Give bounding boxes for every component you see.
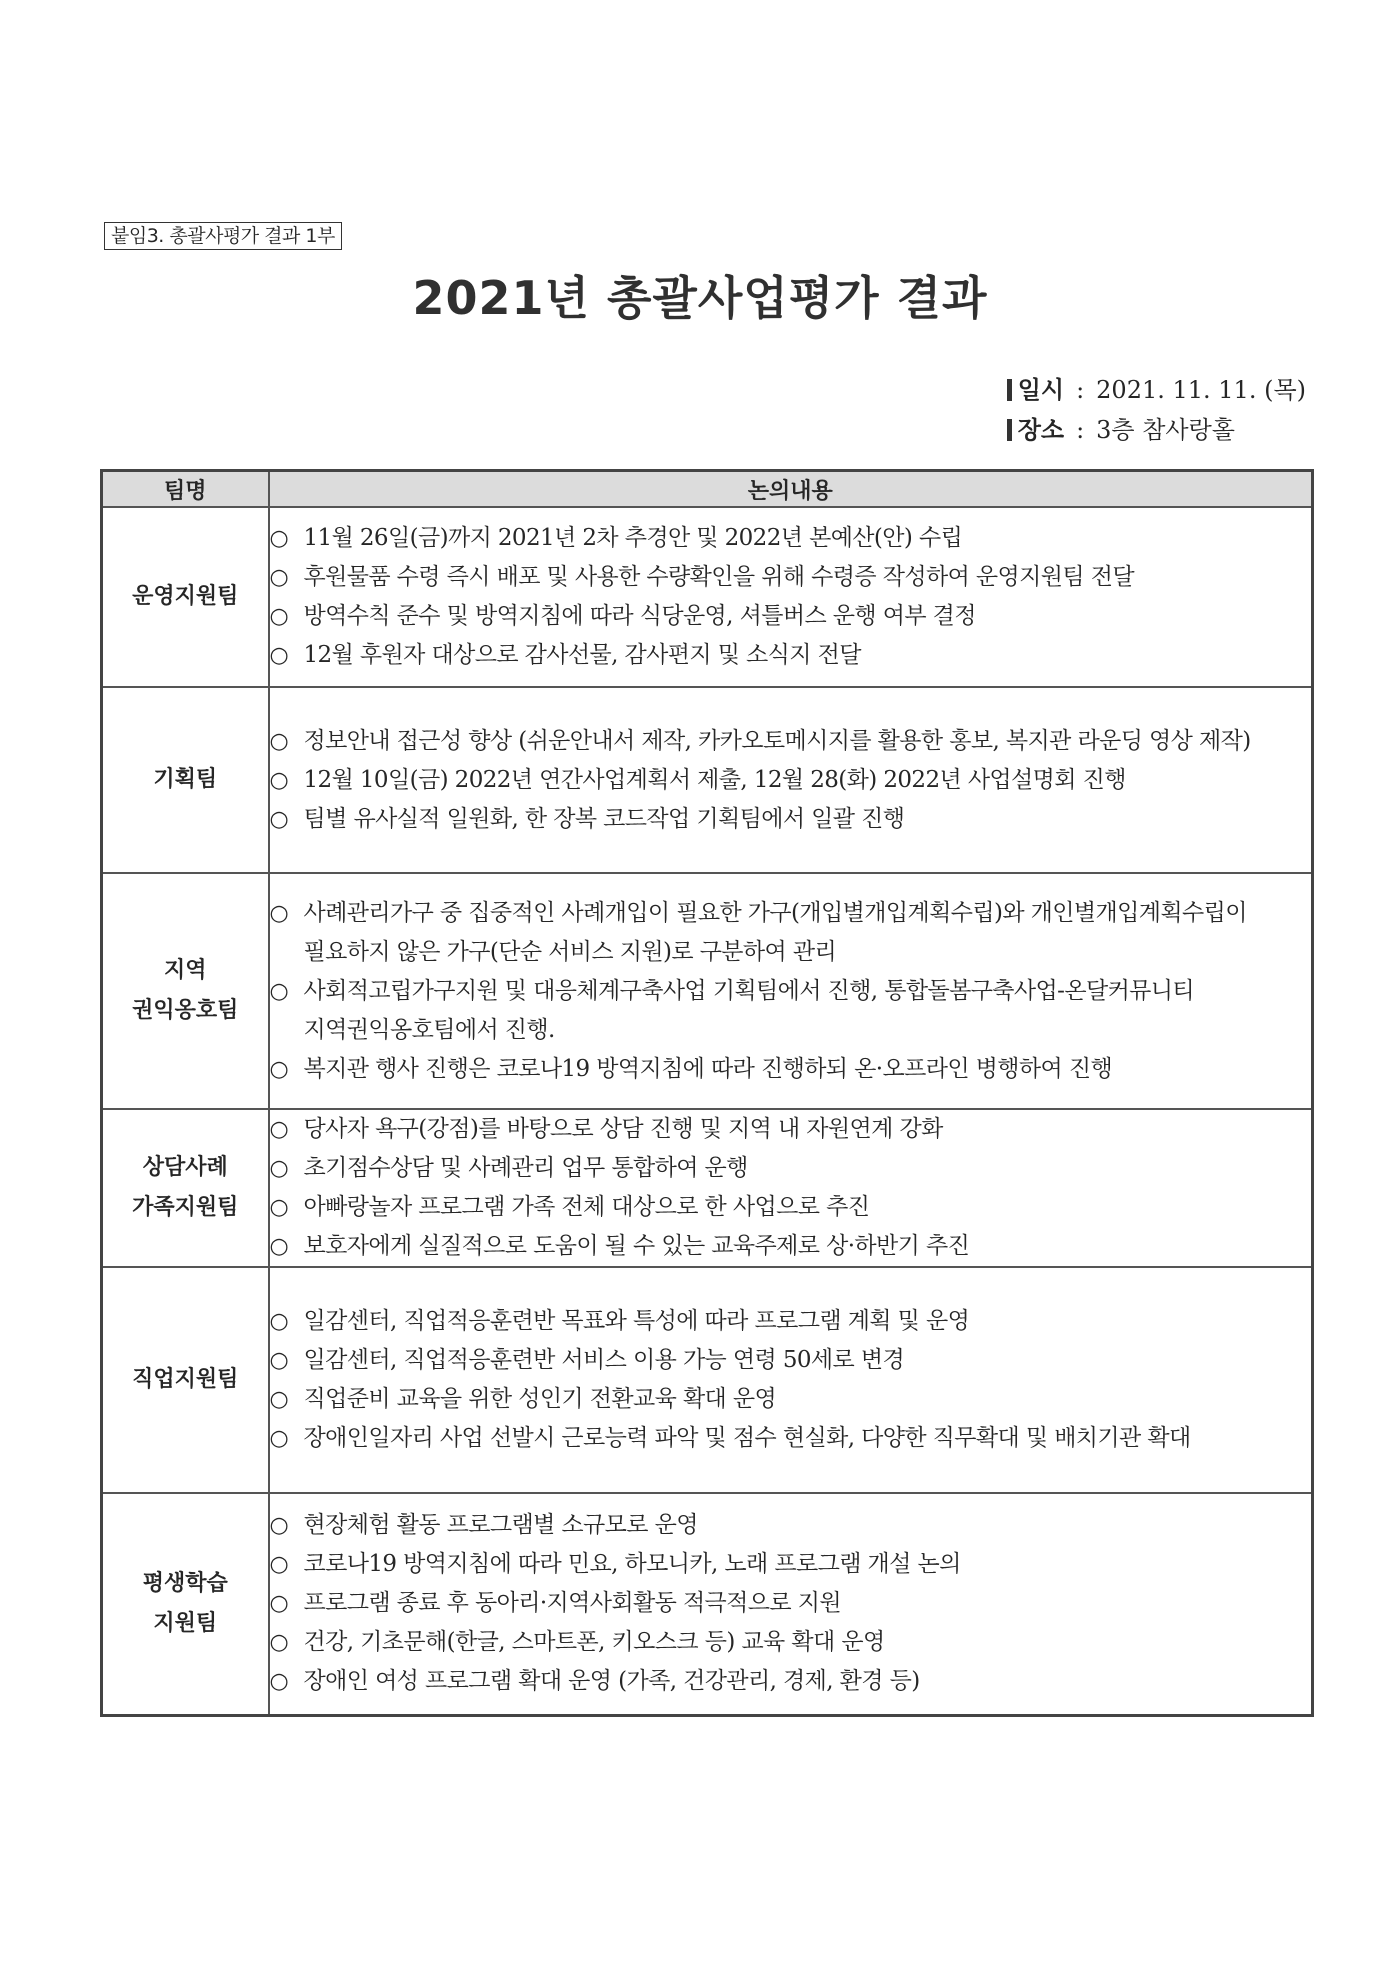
table-row [102, 1267, 1313, 1493]
meeting-place [1007, 410, 1306, 450]
circle-bullet-icon: ○ [269, 1056, 289, 1082]
discussion-item [270, 1662, 1312, 1701]
discussion-item [270, 1341, 1312, 1380]
discussion-item [270, 761, 1312, 800]
place-value: 3층 참사랑홀 [1096, 416, 1235, 444]
meta-marker-icon [1007, 379, 1012, 401]
discussion-item-text: 장애인 여성 프로그램 확대 운영 (가족, 건강관리, 경제, 환경 등) [303, 1668, 920, 1695]
discussion-item-text: 현장체험 활동 프로그램별 소규모로 운영 [303, 1512, 698, 1539]
circle-bullet-icon: ○ [269, 1387, 289, 1412]
circle-bullet-icon: ○ [269, 604, 289, 629]
discussion-item-text: 사례관리가구 중 집중적인 사례개입이 필요한 가구(개입별개입계획수립)와 개인별개입계획수립이 필요하지 않은 가구(단순 서비스 지원)로 구분하여 관리 [303, 899, 1247, 965]
discussion-item-text: 보호자에게 실질적으로 도움이 될 수 있는 교육주제로 상·하반기 추진 [303, 1233, 970, 1259]
discussion-item-text: 11월 26일(금)까지 2021년 2차 추경안 및 2022년 본예산(안) 수립 [303, 525, 963, 551]
table-row [102, 687, 1313, 873]
team-name-cell [102, 1493, 269, 1715]
attachment-label: 붙임3. 총괄사평가 결과 1부 [104, 222, 342, 250]
discussion-cell [269, 1109, 1313, 1267]
team-name-line: 지역 [163, 958, 207, 983]
discussion-item [270, 1419, 1312, 1458]
discussion-item-text: 직업준비 교육을 위한 성인기 전환교육 확대 운영 [303, 1386, 777, 1412]
date-label: 일시 [1017, 376, 1065, 404]
discussion-item [270, 1545, 1312, 1584]
discussion-item-text: 초기점수상담 및 사례관리 업무 통합하여 운행 [303, 1155, 748, 1181]
table-header-row [102, 471, 1313, 508]
table-row [102, 1493, 1313, 1715]
evaluation-table [100, 469, 1314, 1717]
discussion-item [270, 597, 1312, 636]
discussion-item-text: 아빠랑놀자 프로그램 가족 전체 대상으로 한 사업으로 추진 [303, 1194, 870, 1220]
discussion-item [270, 1380, 1312, 1419]
discussion-item [270, 1584, 1312, 1623]
circle-bullet-icon: ○ [269, 806, 289, 832]
circle-bullet-icon: ○ [269, 900, 289, 926]
team-name-cell [102, 687, 269, 873]
team-name-line: 권익옹호팀 [132, 998, 239, 1023]
circle-bullet-icon: ○ [269, 1117, 289, 1142]
discussion-item-text: 12월 후원자 대상으로 감사선물, 감사편지 및 소식지 전달 [303, 642, 861, 668]
meta-marker-icon [1007, 419, 1012, 441]
discussion-item [270, 1302, 1312, 1341]
discussion-cell [269, 873, 1313, 1109]
team-name-cell [102, 873, 269, 1109]
discussion-item [270, 1623, 1312, 1662]
circle-bullet-icon: ○ [269, 1630, 289, 1656]
discussion-item-text: 사회적고립가구지원 및 대응체계구축사업 기획팀에서 진행, 통합돌봄구축사업-온달커뮤니티 지역권익옹호팀에서 진행. [303, 977, 1195, 1043]
circle-bullet-icon: ○ [269, 1348, 289, 1373]
table-row [102, 1109, 1313, 1267]
table-body [102, 507, 1313, 1715]
discussion-item-text: 프로그램 종료 후 동아리·지역사회활동 적극적으로 지원 [303, 1590, 841, 1617]
team-name-line: 직업지원팀 [132, 1367, 239, 1392]
discussion-item-text: 방역수칙 준수 및 방역지침에 따라 식당운영, 셔틀버스 운행 여부 결정 [303, 603, 976, 629]
team-name-cell [102, 507, 269, 687]
circle-bullet-icon: ○ [269, 1195, 289, 1220]
discussion-item [270, 519, 1312, 558]
discussion-item [270, 1110, 1312, 1149]
discussion-item-text: 일감센터, 직업적응훈련반 목표와 특성에 따라 프로그램 계획 및 운영 [303, 1308, 970, 1334]
discussion-item-text: 장애인일자리 사업 선발시 근로능력 파악 및 점수 현실화, 다양한 직무확대 및 배치기관 확대 [303, 1425, 1191, 1451]
discussion-item [270, 894, 1312, 972]
team-name-cell [102, 1109, 269, 1267]
discussion-item [270, 972, 1312, 1050]
discussion-item [270, 800, 1312, 839]
discussion-item-text: 당사자 욕구(강점)를 바탕으로 상담 진행 및 지역 내 자원연계 강화 [303, 1116, 943, 1142]
discussion-item [270, 1149, 1312, 1188]
team-name-line: 지원팀 [153, 1610, 218, 1636]
discussion-item-text: 복지관 행사 진행은 코로나19 방역지침에 따라 진행하되 온·오프라인 병행하여 진행 [303, 1055, 1113, 1082]
circle-bullet-icon: ○ [269, 767, 289, 793]
discussion-item-text: 후원물품 수령 즉시 배포 및 사용한 수량확인을 위해 수령증 작성하여 운영지원팀 전달 [303, 564, 1134, 590]
place-label: 장소 [1017, 416, 1065, 444]
discussion-cell [269, 507, 1313, 687]
circle-bullet-icon: ○ [269, 978, 289, 1004]
discussion-cell [269, 687, 1313, 873]
date-separator: : [1076, 376, 1085, 404]
discussion-item [270, 1050, 1312, 1089]
discussion-item [270, 1506, 1312, 1545]
discussion-item-text: 코로나19 방역지침에 따라 민요, 하모니카, 노래 프로그램 개설 논의 [303, 1551, 961, 1578]
circle-bullet-icon: ○ [269, 1234, 289, 1259]
circle-bullet-icon: ○ [269, 1309, 289, 1334]
discussion-cell [269, 1267, 1313, 1493]
circle-bullet-icon: ○ [269, 565, 289, 590]
circle-bullet-icon: ○ [269, 1552, 289, 1578]
team-name-line: 가족지원팀 [132, 1195, 239, 1220]
team-name-line: 상담사례 [142, 1155, 228, 1180]
table-row [102, 873, 1313, 1109]
discussion-item [270, 636, 1312, 675]
discussion-item [270, 722, 1312, 761]
circle-bullet-icon: ○ [269, 643, 289, 668]
team-name-cell [102, 1267, 269, 1493]
discussion-item-text: 팀별 유사실적 일원화, 한 장복 코드작업 기획팀에서 일괄 진행 [303, 805, 905, 832]
discussion-item-text: 정보안내 접근성 향상 (쉬운안내서 제작, 카카오토메시지를 활용한 홍보, 복지관 라운딩 영상 제작) [303, 727, 1251, 754]
meeting-meta [1007, 370, 1306, 450]
header-team: 팀명 [102, 471, 269, 508]
circle-bullet-icon: ○ [269, 1591, 289, 1617]
circle-bullet-icon: ○ [269, 728, 289, 754]
team-name-line: 평생학습 [142, 1570, 228, 1596]
meeting-date [1007, 370, 1306, 410]
header-content: 논의내용 [269, 471, 1313, 508]
team-name-line: 기획팀 [153, 767, 218, 792]
discussion-item-text: 건강, 기초문해(한글, 스마트폰, 키오스크 등) 교육 확대 운영 [303, 1629, 885, 1656]
circle-bullet-icon: ○ [269, 1513, 289, 1539]
circle-bullet-icon: ○ [269, 1426, 289, 1451]
discussion-item-text: 일감센터, 직업적응훈련반 서비스 이용 가능 연령 50세로 변경 [303, 1347, 905, 1373]
discussion-item [270, 558, 1312, 597]
discussion-item-text: 12월 10일(금) 2022년 연간사업계획서 제출, 12월 28(화) 2022년 사업설명회 진행 [303, 766, 1126, 793]
team-name-line: 운영지원팀 [132, 584, 239, 609]
document-title: 2021년 총괄사업평가 결과 [412, 271, 988, 325]
date-value: 2021. 11. 11. (목) [1096, 376, 1306, 404]
circle-bullet-icon: ○ [269, 1669, 289, 1695]
discussion-cell [269, 1493, 1313, 1715]
discussion-item [270, 1188, 1312, 1227]
place-separator: : [1076, 416, 1085, 444]
circle-bullet-icon: ○ [269, 526, 289, 551]
discussion-item [270, 1227, 1312, 1266]
circle-bullet-icon: ○ [269, 1156, 289, 1181]
table-row [102, 507, 1313, 687]
